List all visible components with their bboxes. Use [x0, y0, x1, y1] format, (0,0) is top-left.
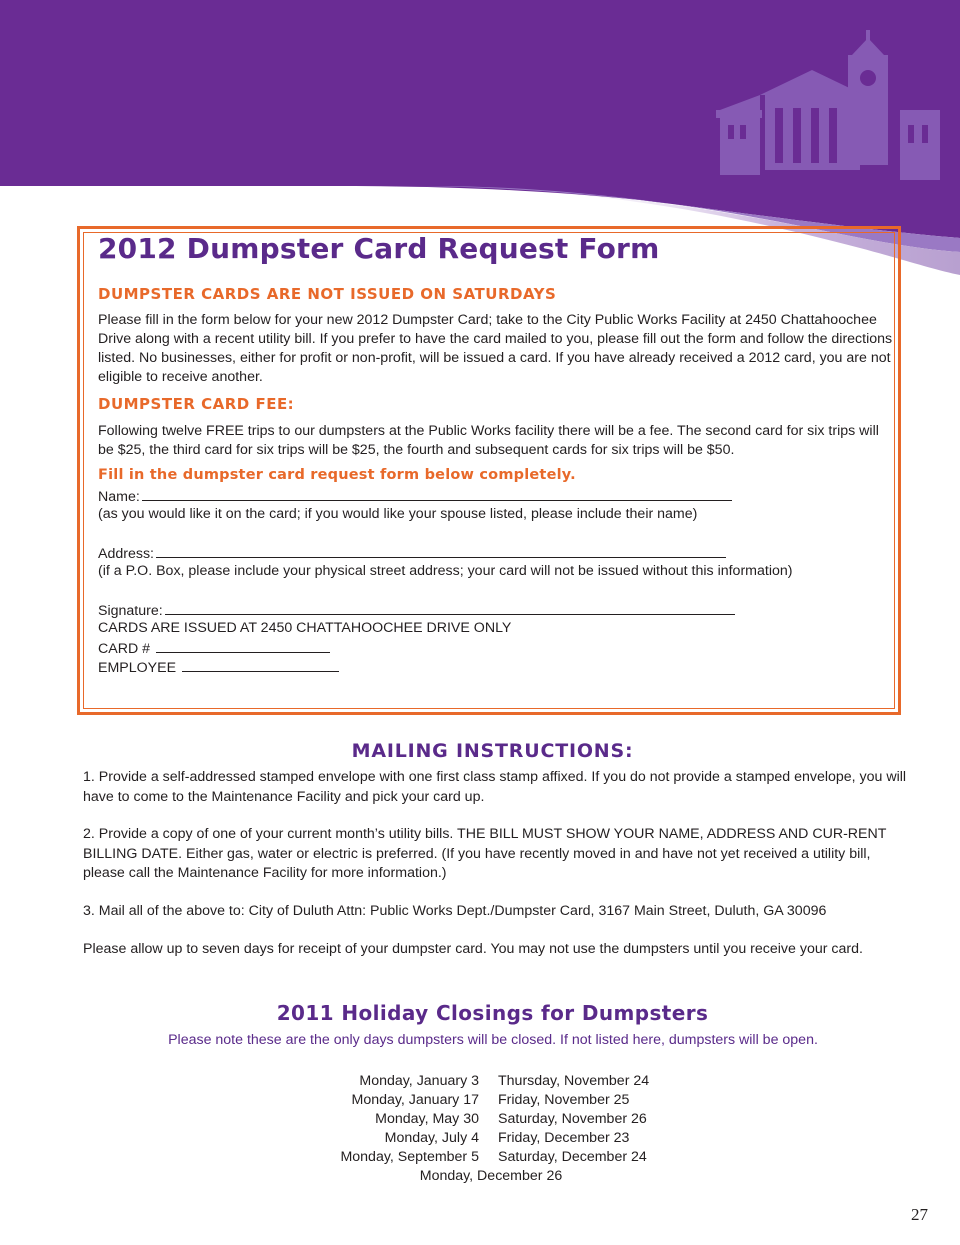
name-field[interactable] [142, 486, 732, 501]
holiday-item: Monday, September 5 [340, 1149, 479, 1165]
mailing-step-3: 3. Mail all of the above to: City of Duluth Attn: Public Works Dept./Dumpster Card, 3167 Main Street, Duluth, GA 30096 [83, 903, 827, 919]
fee-text: Following twelve FREE trips to our dumpsters at the Public Works facility there will be a fee. The second card for six trips will be $25, the third card for six trips will be $25, the fourth and subsequent cards for six trips will be $50. [98, 423, 879, 458]
holiday-title: 2011 Holiday Closings for Dumpsters [276, 1001, 709, 1025]
address-row [98, 543, 726, 564]
saturday-notice: DUMPSTER CARDS ARE NOT ISSUED ON SATURDAYS [98, 285, 557, 303]
holiday-item: Monday, July 4 [384, 1130, 479, 1146]
mailing-title: MAILING INSTRUCTIONS: [351, 740, 634, 762]
signature-row [98, 600, 735, 621]
mailing-step-1: 1. Provide a self-addressed stamped envelope with one first class stamp affixed. If you do not provide a stamped envelope, you will have to come to the Maintenance Facility and pick your card up. [83, 769, 907, 805]
address-field[interactable] [156, 543, 726, 558]
employee-field[interactable] [182, 657, 339, 672]
employee-row [98, 657, 339, 678]
name-row [98, 486, 732, 507]
holiday-note: Please note these are the only days dumpsters will be closed. If not listed here, dumpsters will be open. [168, 1032, 818, 1048]
card-number-field[interactable] [156, 638, 330, 653]
form-intro: Please fill in the form below for your new 2012 Dumpster Card; take to the City Public Works Facility at 2450 Chattahoochee Drive along with a recent utility bill. If you prefer to have the card mailed to you, please fill out the form and follow the directions listed. No businesses, either for profit or non-profit, will be issued a card. If you have already received a 2012 card, you are not eligible to receive another. [98, 312, 893, 385]
address-note: (if a P.O. Box, please include your physical street address; your card will not be issued without this information) [98, 563, 793, 579]
holiday-item: Monday, May 30 [375, 1111, 479, 1127]
card-label: CARD # [98, 641, 151, 657]
holiday-item-last: Monday, December 26 [419, 1168, 563, 1184]
holiday-list-right [498, 1072, 649, 1167]
holiday-item: Friday, November 25 [498, 1092, 630, 1108]
holiday-item: Saturday, December 24 [498, 1149, 647, 1165]
signature-field[interactable] [165, 600, 735, 615]
card-row [98, 638, 330, 659]
holiday-item: Monday, January 17 [351, 1092, 479, 1108]
employee-label: EMPLOYEE [98, 660, 177, 676]
holiday-item: Saturday, November 26 [498, 1111, 647, 1127]
mailing-step-2: 2. Provide a copy of one of your current month’s utility bills. THE BILL MUST SHOW YOUR NAME, ADDRESS AND CUR-RENT BILLING DATE. Either gas, water or electric is preferred. (If you have recently moved in and have not yet received a utility bill, please call the Maintenance Facility for more information.) [83, 826, 887, 881]
holiday-item: Monday, January 3 [359, 1073, 479, 1089]
name-note: (as you would like it on the card; if you would like your spouse listed, please include their name) [98, 506, 698, 522]
issued-note: CARDS ARE ISSUED AT 2450 CHATTAHOOCHEE DRIVE ONLY [98, 620, 512, 636]
mailing-note: Please allow up to seven days for receipt of your dumpster card. You may not use the dumpsters until you receive your card. [83, 941, 863, 957]
fee-heading: DUMPSTER CARD FEE: [98, 395, 295, 413]
holiday-item: Thursday, November 24 [498, 1073, 650, 1089]
address-label: Address: [98, 546, 154, 562]
signature-label: Signature: [98, 603, 163, 619]
fill-heading: Fill in the dumpster card request form below completely. [98, 467, 576, 483]
holiday-list-left [340, 1072, 479, 1167]
name-label: Name: [98, 489, 140, 505]
holiday-item: Friday, December 23 [498, 1130, 630, 1146]
page-number: 27 [911, 1205, 928, 1224]
form-title: 2012 Dumpster Card Request Form [98, 232, 660, 265]
